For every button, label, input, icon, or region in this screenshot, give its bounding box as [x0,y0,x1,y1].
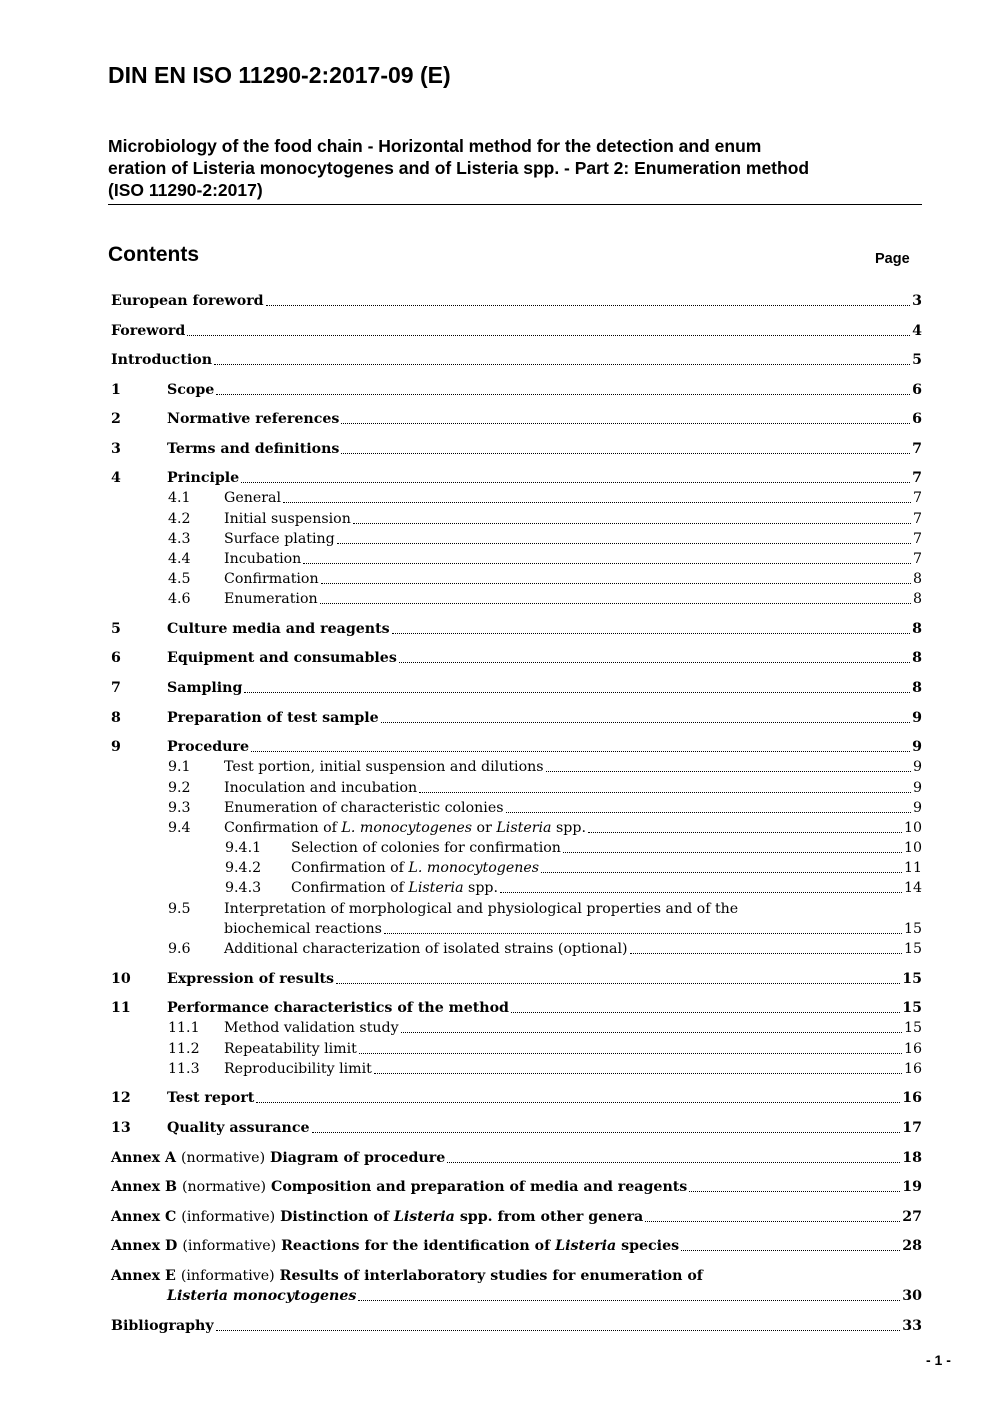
toc-page-number: 15 [903,921,922,937]
toc-entry-number: 5 [111,621,121,637]
toc-leader [312,1132,901,1133]
toc-page-number: 18 [902,1150,922,1166]
toc-entry-number: 1 [111,382,121,398]
toc-page-number: 9 [912,780,922,796]
toc-leader [256,1102,900,1103]
toc-leader [645,1221,900,1222]
toc-page-number: 9 [912,800,922,816]
toc-entry-annex-c[interactable] [111,1207,922,1227]
toc-entry-text: biochemical reactions [224,921,382,937]
toc-page-number: 4 [912,323,922,339]
toc-page-number: 11 [903,860,922,876]
toc-page-number: 7 [912,441,922,457]
toc-page-number: 15 [902,1000,922,1016]
toc-leader [447,1162,900,1163]
toc-entry-number: 9.4.1 [225,840,262,856]
toc-entry-number: 11.1 [168,1020,200,1036]
toc-leader [511,1012,900,1013]
toc-page-number: 7 [912,551,922,567]
toc-entry-text: Test portion, initial suspension and dilutions [224,759,544,775]
toc-page-number: 16 [903,1041,922,1057]
toc-entry-annex-b[interactable] [111,1177,922,1197]
toc-leader [630,953,902,954]
subtitle-line: eration of Listeria monocytogenes and of Listeria spp. - Part 2: Enumeration method [108,158,810,178]
toc-entry-equipment[interactable] [111,648,922,668]
toc-entry-european-foreword[interactable] [111,291,922,311]
toc-entry-text: Introduction [111,352,213,368]
toc-entry-11-1[interactable] [111,1018,922,1038]
toc-entry-text: Confirmation of Listeria spp. [291,880,499,896]
toc-entry-9-6[interactable] [111,939,922,959]
toc-entry-4-6[interactable] [111,589,922,609]
toc-entry-number: 11.3 [168,1061,200,1077]
toc-entry-culture-media[interactable] [111,619,922,639]
toc-leader [336,983,900,984]
toc-entry-4-4[interactable] [111,549,922,569]
toc-leader [563,852,902,853]
toc-leader [244,692,910,693]
toc-page-number: 14 [903,880,922,896]
toc-entry-number: 4.6 [168,591,191,607]
toc-entry-number: 4.2 [168,511,191,527]
toc-page-number: 28 [902,1238,922,1254]
toc-page-number: 16 [903,1061,922,1077]
toc-leader [187,335,910,336]
document-title: DIN EN ISO 11290-2:2017-09 (E) [108,62,451,88]
toc-entry-procedure[interactable] [111,737,922,757]
toc-page-number: 17 [902,1120,922,1136]
toc-page-number: 7 [912,470,922,486]
toc-page-number: 6 [912,411,922,427]
toc-leader [341,423,910,424]
toc-page-number: 3 [912,293,922,309]
toc-entry-number: 7 [111,680,121,696]
toc-entry-number: 9.1 [168,759,191,775]
toc-entry-9-4[interactable] [111,818,922,838]
toc-page-number: 15 [903,941,922,957]
toc-entry-scope[interactable] [111,380,922,400]
toc-entry-number: 9.2 [168,780,191,796]
toc-entry-text: European foreword [111,293,264,309]
toc-page-number: 15 [902,971,922,987]
toc-entry-9-2[interactable] [111,778,922,798]
toc-entry-number: 9.4.3 [225,880,262,896]
toc-entry-text: Interpretation of morphological and physiological properties and of the [224,901,739,917]
toc-entry-text: Procedure [167,739,250,755]
toc-entry-4-2[interactable] [111,509,922,529]
toc-page-number: 16 [902,1090,922,1106]
toc-entry-number: 4.5 [168,571,191,587]
toc-page-number: 6 [912,382,922,398]
toc-leader [251,751,910,752]
toc-page-number: 33 [902,1318,922,1334]
toc-entry-text: Principle [167,470,240,486]
toc-leader [392,633,910,634]
toc-page-number: 8 [912,650,922,666]
toc-entry-text: Foreword [111,323,186,339]
toc-leader [320,603,911,604]
toc-entry-number: 13 [111,1120,131,1136]
toc-entry-9-4-1[interactable] [111,838,922,858]
toc-page-number: 8 [912,621,922,637]
toc-entry-text: Listeria monocytogenes [167,1288,357,1304]
toc-entry-text: Confirmation [224,571,319,587]
toc-entry-test-report[interactable] [111,1088,922,1108]
subtitle-line: (ISO 11290-2:2017) [108,180,263,200]
toc-leader [321,583,911,584]
toc-entry-text: Inoculation and incubation [224,780,418,796]
toc-entry-text: Incubation [224,551,302,567]
toc-entry-text: Annex C (informative) Distinction of Listeria spp. from other genera [111,1209,644,1225]
toc-entry-principle[interactable] [111,468,922,488]
toc-page-number: 8 [912,591,922,607]
toc-entry-number: 6 [111,650,121,666]
toc-leader [546,771,911,772]
toc-page-number: 7 [912,531,922,547]
toc-entry-number: 3 [111,441,121,457]
toc-entry-terms-definitions[interactable] [111,439,922,459]
toc-entry-introduction[interactable] [111,350,922,370]
toc-leader [266,305,911,306]
toc-page-number: 7 [912,490,922,506]
toc-entry-text: Additional characterization of isolated strains (optional) [224,941,628,957]
toc-entry-text: General [224,490,282,506]
toc-leader [541,872,902,873]
toc-entry-text: Culture media and reagents [167,621,390,637]
toc-page-number: 8 [912,680,922,696]
toc-entry-number: 4.3 [168,531,191,547]
toc-entry-foreword[interactable] [111,321,922,341]
toc-entry-number: 11.2 [168,1041,200,1057]
toc-page-number: 19 [902,1179,922,1195]
toc-leader [353,523,911,524]
toc-entry-number: 4 [111,470,121,486]
toc-entry-number: 4.4 [168,551,191,567]
toc-entry-text: Preparation of test sample [167,710,379,726]
toc-leader [419,792,911,793]
toc-entry-11-3[interactable] [111,1059,922,1079]
toc-entry-9-5[interactable] [111,919,922,939]
toc-entry-text: Bibliography [111,1318,214,1334]
toc-leader [214,364,910,365]
toc-entry-text: Annex D (informative) Reactions for the identification of Listeria species [111,1238,680,1254]
toc-entry-number: 9 [111,739,121,755]
toc-entry-text: Test report [167,1090,255,1106]
toc-page-number: 30 [902,1288,922,1304]
toc-entry-annex-d[interactable] [111,1236,922,1256]
toc-leader [303,563,911,564]
toc-entry-text: Confirmation of L. monocytogenes [291,860,540,876]
toc-entry-number: 9.4.2 [225,860,262,876]
toc-entry-quality-assurance[interactable] [111,1118,922,1138]
toc-entry-text: Surface plating [224,531,335,547]
toc-entry-text: Sampling [167,680,243,696]
toc-entry-performance[interactable] [111,998,922,1018]
toc-leader [681,1250,900,1251]
toc-leader [358,1300,900,1301]
toc-entry-number: 9.5 [168,901,191,917]
toc-page-number: 8 [912,571,922,587]
toc-entry-text: Method validation study [224,1020,399,1036]
contents-heading: Contents [108,243,199,266]
toc-leader [283,502,911,503]
toc-entry-normative-references[interactable] [111,409,922,429]
toc-entry-number: 12 [111,1090,131,1106]
toc-page-number: 9 [912,710,922,726]
toc-entry-sampling[interactable] [111,678,922,698]
toc-entry-text: Scope [167,382,215,398]
toc-entry-9-5-line1[interactable] [111,899,738,919]
toc-entry-text: Repeatability limit [224,1041,357,1057]
toc-entry-text: Expression of results [167,971,335,987]
toc-page-number: 9 [912,759,922,775]
toc-entry-number: 10 [111,971,131,987]
toc-entry-4-3[interactable] [111,529,922,549]
toc-entry-text: Performance characteristics of the method [167,1000,509,1016]
toc-entry-text: Selection of colonies for confirmation [291,840,561,856]
toc-entry-9-3[interactable] [111,798,922,818]
toc-entry-expression-results[interactable] [111,969,922,989]
toc-leader [359,1053,902,1054]
toc-entry-annex-a[interactable] [111,1148,922,1168]
toc-entry-number: 4.1 [168,490,191,506]
toc-entry-number: 9.3 [168,800,191,816]
page-column-label: Page [875,251,910,267]
toc-entry-text: Enumeration [224,591,318,607]
toc-entry-text: Equipment and consumables [167,650,397,666]
toc-leader [506,812,911,813]
toc-leader [381,722,910,723]
toc-page-number: 10 [903,840,922,856]
toc-entry-9-4-3[interactable] [111,878,922,898]
toc-leader [216,1330,901,1331]
toc-leader [401,1032,902,1033]
toc-leader [399,662,910,663]
toc-page-number: 9 [912,739,922,755]
toc-entry-bibliography[interactable] [111,1316,922,1336]
toc-entry-test-sample[interactable] [111,708,922,728]
toc-entry-9-4-2[interactable] [111,858,922,878]
toc-leader [216,394,910,395]
toc-page-number: 10 [903,820,922,836]
toc-entry-4-5[interactable] [111,569,922,589]
toc-entry-4-1[interactable] [111,488,922,508]
toc-entry-text: Quality assurance [167,1120,310,1136]
toc-page-number: 7 [912,511,922,527]
toc-entry-text: Terms and definitions [167,441,340,457]
toc-entry-text: Normative references [167,411,340,427]
toc-leader [384,933,902,934]
toc-leader [241,482,910,483]
toc-entry-text: Annex B (normative) Composition and preparation of media and reagents [111,1179,688,1195]
toc-entry-9-1[interactable] [111,757,922,777]
toc-entry-number: 11 [111,1000,131,1016]
toc-entry-number: 8 [111,710,121,726]
toc-page-number: 15 [903,1020,922,1036]
toc-entry-11-2[interactable] [111,1039,922,1059]
toc-entry-annex-e[interactable] [111,1286,922,1306]
toc-leader [689,1191,900,1192]
toc-entry-number: 2 [111,411,121,427]
toc-entry-number: 9.6 [168,941,191,957]
toc-leader [500,892,902,893]
subtitle-line: Microbiology of the food chain - Horizontal method for the detection and enum [108,136,762,156]
toc-entry-number: 9.4 [168,820,191,836]
toc-entry-annex-e-line1[interactable]: Annex E (informative) Results of interlaboratory studies for enumeration of [111,1268,703,1284]
toc-entry-text: Annex A (normative) Diagram of procedure [111,1150,446,1166]
toc-page-number: 27 [902,1209,922,1225]
toc-leader [341,453,910,454]
toc-leader [588,832,902,833]
toc-entry-text: Confirmation of L. monocytogenes or Listeria spp. [224,820,586,836]
toc-page-number: 5 [912,352,922,368]
toc-leader [374,1073,902,1074]
document-subtitle [108,135,922,205]
toc-leader [337,543,911,544]
toc-entry-text: Enumeration of characteristic colonies [224,800,504,816]
toc-entry-text: Initial suspension [224,511,351,527]
page-number: - 1 - [926,1352,951,1368]
toc-entry-text: Reproducibility limit [224,1061,372,1077]
